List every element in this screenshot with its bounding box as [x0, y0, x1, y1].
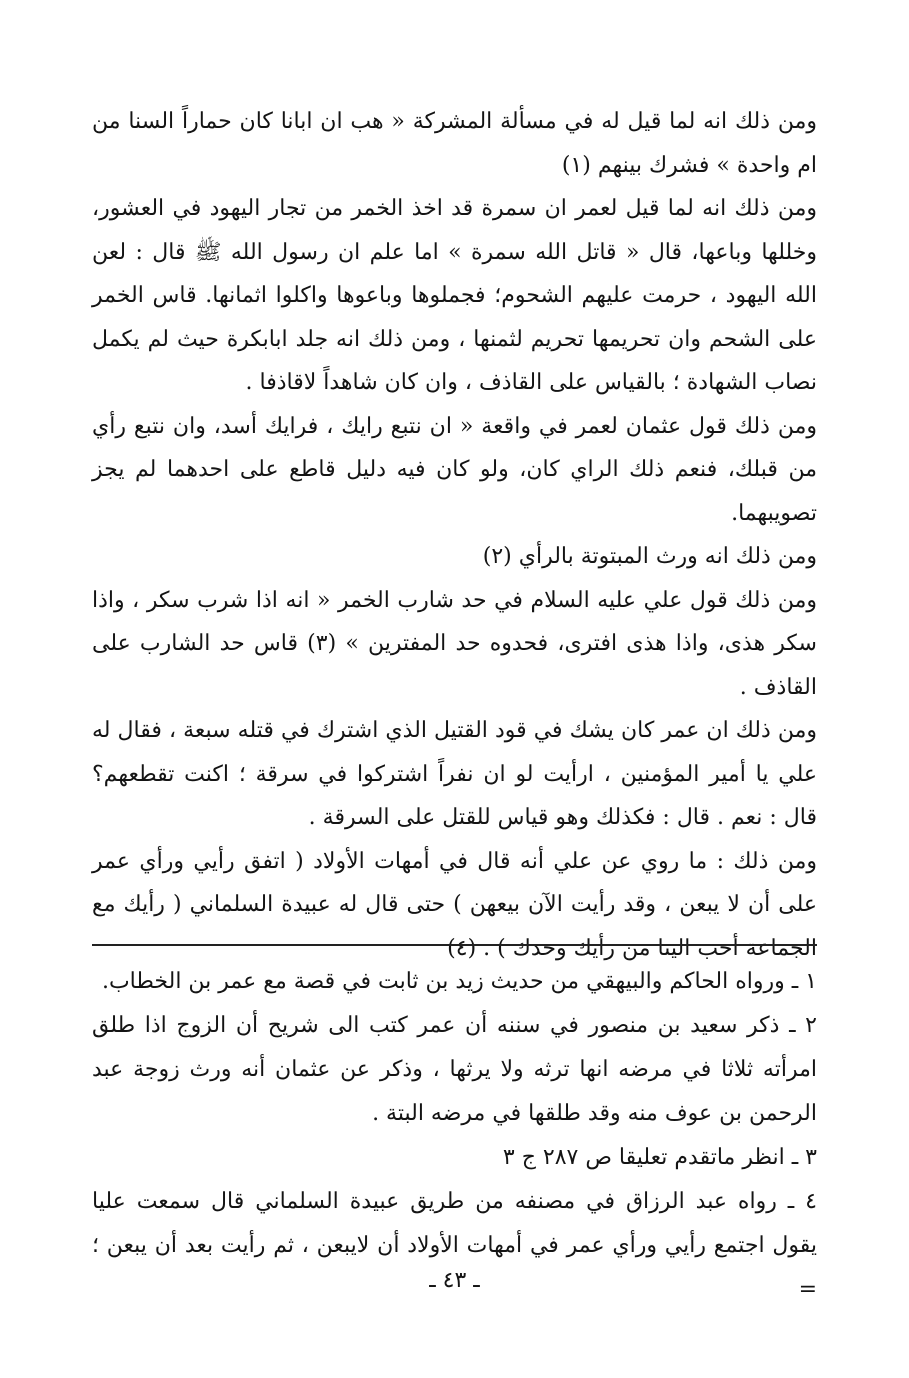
footnotes: [92, 960, 817, 1312]
paragraph-7: ومن ذلك : ما روي عن علي أنه قال في أمهات الأولاد ( اتفق رأيي ورأي عمر على أن لا يبعن ، وقد رأيت الآن بيعهن ) حتى قال له عبيدة السلماني ( رأيك مع الجماعة أحب الينا من رأيك وحدك ) . (٤): [92, 848, 817, 961]
main-text: [92, 100, 817, 970]
paragraph-4: ومن ذلك انه ورث المبتوتة بالرأي (٢): [482, 544, 817, 569]
footnote-4: ٤ ـ رواه عبد الرزاق في مصنفه من طريق عبيدة السلماني قال سمعت عليا يقول اجتمع رأيي ورأي عمر في أمهات الأولاد أن لايبعن ، ثم رأيت بعد أن يبعن ؛ =: [92, 1189, 817, 1302]
paragraph-6: ومن ذلك ان عمر كان يشك في قود القتيل الذي اشترك في قتله سبعة ، فقال له علي يا أمير المؤمنين ، ارأيت لو ان نفراً اشتركوا في سرقة ؛ اكنت تقطعهم؟ قال : نعم . قال : فكذلك وهو قياس للقتل على السرقة .: [92, 718, 817, 830]
paragraph-2: ومن ذلك انه لما قيل لعمر ان سمرة قد اخذ الخمر من تجار اليهود في العشور، وخللها وباعها، قال « قاتل الله سمرة » اما علم ان رسول الله ﷺ قال : لعن الله اليهود ، حرمت عليهم الشحوم؛ فجملوها وباعوها واكلوا اثمانها. قاس الخمر على الشحم وان تحريمها تحريم لثمنها ، ومن ذلك انه جلد ابابكرة حيث لم يكمل نصاب الشهادة ؛ بالقياس على القاذف ، وان كان شاهداً لاقاذفا .: [92, 196, 817, 395]
footnote-1: ١ ـ ورواه الحاكم والبيهقي من حديث زيد بن ثابت في قصة مع عمر بن الخطاب.: [101, 969, 817, 994]
paragraph-5: ومن ذلك قول علي عليه السلام في حد شارب الخمر « انه اذا شرب سكر ، واذا سكر هذى، واذا هذى افترى، فحدوه حد المفترين » (٣) قاس حد الشارب على القاذف .: [92, 587, 817, 700]
footnote-3: ٣ ـ انظر ماتقدم تعليقا ص ٢٨٧ ج ٣: [502, 1145, 817, 1170]
page-number: ـ ٤٣ ـ: [429, 1268, 480, 1293]
paragraph-1: ومن ذلك انه لما قيل له في مسألة المشركة « هب ان ابانا كان حماراً السنا من ام واحدة » فشرك بينهم (١): [92, 109, 817, 178]
paragraph-3: ومن ذلك قول عثمان لعمر في واقعة « ان نتبع رايك ، فرايك أسد، وان نتبع رأي من قبلك، فنعم ذلك الراي كان، ولو كان فيه دليل قاطع على احدهما لم يجز تصويبهما.: [92, 413, 817, 526]
footnote-divider: [92, 944, 817, 946]
footnote-2: ٢ ـ ذكر سعيد بن منصور في سننه أن عمر كتب الى شريح أن الزوج اذا طلق امرأته ثلاثا في مرضه انها ترثه ولا يرثها ، وذكر عن عثمان أنه ورث زوجة عبد الرحمن بن عوف منه وقد طلقها في مرضه البتة .: [92, 1013, 817, 1126]
